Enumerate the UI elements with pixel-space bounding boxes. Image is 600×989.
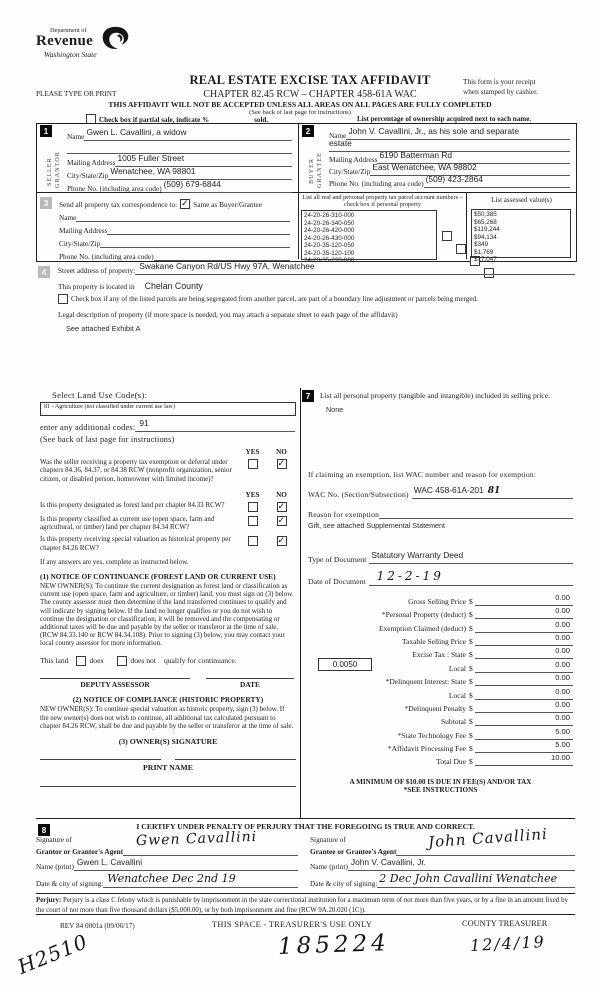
print-name-label: PRINT NAME [143,763,193,772]
see-back-note-2: (See back of last page for instructions) [40,435,175,444]
deputy-assessor-label: DEPUTY ASSESSOR [80,680,150,690]
segregated-checkbox[interactable] [58,294,68,304]
parcel-section [298,193,576,265]
county-treasurer-label: COUNTY TREASURER [462,919,548,928]
legal-description-label: Legal description of property (if more space is needed, you may attach a separate sheet to each page of the affidavit) [58,310,398,319]
buyer-mailing-value: 6190 Batterman Rd [379,150,453,160]
dor-logo [36,27,131,60]
buyer-phone-value: (509) 423-2864 [425,174,483,184]
parcel-list [301,210,437,265]
logo-revenue-text: Revenue [36,33,94,49]
assessor-date-field[interactable] [206,678,294,679]
question-tax-exemption: Was the seller receiving a property tax exemption or deferral under chapters 84.36, 84.37, or 84.38 RCW (nonprofit organization, senior citizen, or disabled person, homeowner with limited income)? ✓ [40,458,296,483]
grantee-print-name: John V. Cavallini, Jr. [350,857,426,867]
personal-property-value: None [326,405,344,415]
grantee-signature-block: Signature of Grantee or Grantee's Agent John Cavallini Name (print) John V. Cavallini, Jr. Date & city of signing: 2 Dec John Cavallini Wenatchee [310,835,575,888]
section-7-badge: 7 [302,390,314,402]
partial-sale-label: Check box if partial sale, indicate % [99,116,210,124]
fee-amount: 0.00 [555,673,570,683]
seller-name-value: Gwen L. Cavallini, a widow [86,127,187,137]
buyer-name-value-2: estate [329,138,352,148]
grantor-side-label: GRANTOR [54,151,61,188]
exemption-no-checkbox[interactable] [277,459,287,469]
street-address-value: Swakane Canyon Rd/US Hwy 97A, Wenatchee [139,261,315,271]
fee-amount: 0.00 [555,606,570,616]
does-checkbox[interactable] [76,656,86,666]
notice-continuance-body: NEW OWNER(S): To continue the current designation as forest land or classification as current use (open space, farm and agriculture, or timber) land, you must sign on (3) below. The county assessor must then determine if the land transferred continues to qualify and will indicate by signing below. If the land no longer qualifies or you do not wish to continue the designation or classification, it will be removed and the compensating or additional taxes will be due and payable by the seller or transferor at the time of sale. (RCW 84.33.140 or RCW 84.34.108). Prior to signing (3) below, you may contact your local county assessor for more information. [40,581,294,648]
parcel-number: 24-20-35-120-100 [304,249,355,257]
personal-property-label: List all personal property (tangible and intangible) included in selling price. [320,391,551,400]
land-use-section: Select Land Use Code(s): 81 - Agriculture (not classified under current use law) enter any additional codes: 91 (See back of last page for instructions) YES NO Was the seller receiving a property tax exemption or deferral under chapters 84.36, 84.37, or 84.38 RCW (nonprofit organization, senior citizen, or disabled person, homeowner with limited income)? ✓ YES NO Is this property designated as forest land per chapter 84.33 RCW? ✓ Is this property classified as current use (open space, farm and agricultural, or timber) land per chapter 84.34 RCW? ✓ Is this property receiving special valuation as historical property per chapter 84.26 RCW? ✓ If any answers are yes, complete as instructed below. (1) NOTICE OF CONTINUANCE (FOREST LAND OR CURRENT USE) NEW OWNER(S): To continue the current designation as forest land or classification as current use (open space, farm and agriculture, or timber) land, you must sign on (3) below. The county assessor must then determine if the land transferred continues to qualify and will indicate by signing below. If the land no longer qualifies or you do not wish to continue the designation or classification, it will be removed and the compensating or additional taxes will be due and payable by the seller or transferor at the time of sale. (RCW 84.33.140 or RCW 84.34.108). Prior to signing (3) below, you may contact your local county assessor for more information. This land does does not qualify for continuance. DEPUTY ASSESSOR DATE (2) NOTICE OF COMPLIANCE (HISTORIC PROPERTY) NEW OWNER(S): To continue special valuation as historic property, sign (3) below. If the new owner(s) does not wish to continue, all additional tax calculated pursuant to chapter 84.26 RCW, shall be due and payable by the seller or transferor at the time of sale. (3) OWNER(S) SIGNATURE PRINT NAME [40,390,296,787]
grantor-signature-block: Signature of Grantor or Grantor's Agent Gwen Cavallini Name (print) Gwen L. Cavallini Date & city of signing: Wenatchee Dec 2nd 19 [36,835,298,888]
buyer-side-label: BUYER [308,158,315,184]
fee-amount: 0.00 [555,659,570,669]
assessed-value: $349 [474,241,489,249]
revenue-swirl-icon [99,25,131,60]
current-use-no-checkbox[interactable] [277,516,287,526]
print-name-field[interactable] [40,786,296,787]
parcel-header: List all real and personal property tax parcel account numbers – check box if personal property [302,194,463,209]
reason-field[interactable] [379,516,573,519]
middle-section [36,388,575,819]
current-use-yes-checkbox[interactable] [248,516,258,526]
buyer-section: 2 BUYER GRANTEE Name John V. Cavallini, Jr., as his sole and separate estate Mailing Address 6190 Batterman Rd City/State/Zip East Wenatchee, WA 98802 Phone No. (including area code) (509) 423-2864 [298,124,576,192]
forest-yes-checkbox[interactable] [248,502,258,512]
forest-no-checkbox[interactable] [277,502,287,512]
notice-compliance-body: NEW OWNER(S): To continue special valuation as historic property, sign (3) below. If the new owner(s) does not wish to continue, all additional tax calculated pursuant to chapter 84.26 RCW, shall be due and payable by the seller or transferor at the time of sale. [40,705,294,730]
notice-compliance-title: (2) NOTICE OF COMPLIANCE (HISTORIC PROPERTY) [72,695,264,705]
section-8-badge: 8 [38,824,50,836]
same-as-buyer-checkbox[interactable] [180,199,190,209]
treasurer-stamp-date: 12/4/19 [469,932,547,955]
does-not-checkbox[interactable] [117,656,127,666]
assessed-value: $119,244 [474,226,500,234]
seller-mailing-value: 1005 Fuller Street [117,153,185,163]
treasurer-section [36,914,575,915]
assessed-values-header: List assessed value(s) [491,196,552,204]
seller-city-value: Wenatchee, WA 98801 [110,166,196,176]
see-back-note: (See back of last page for instructions) [249,109,351,116]
owner-signature-field-2[interactable] [175,759,296,760]
fee-amount: 0.00 [555,686,570,696]
legal-description-value: See attached Exhibit A [66,324,141,333]
additional-codes-value: 91 [139,418,149,428]
personal-property-checkbox[interactable] [456,244,466,254]
grantee-side-label: GRANTEE [316,152,323,188]
certification-section [36,820,575,916]
property-section: 4 Street address of property: Swakane Canyon Rd/US Hwy 97A, Wenatchee This property is located in Chelan County Check box if any of the listed parcels are being segregated from another parcel, are part of a boundary line adjustment or parcels being merged. Legal description of property (if more space is needed, you may attach a separate sheet to each page of the affidavit) See attached Exhibit A [36,263,575,333]
question-forest-land: Is this property designated as forest land per chapter 84.33 RCW? ✓ [40,501,296,512]
section-4-badge: 4 [38,266,50,278]
document-type-value: Statutory Warranty Deed [371,550,464,561]
wac-number-value: WAC 458-61A-201 [413,485,484,496]
assessed-value: $65,268 [474,218,497,226]
wac-number-handwritten: 81 [487,486,501,497]
fee-amount: 5.00 [555,740,570,750]
buyer-name-value: John V. Cavallini, Jr., as his sole and separate [348,126,519,136]
fee-amount: 5.00 [555,726,570,736]
grantor-print-name: Gwen L. Cavallini [76,857,143,867]
assessed-value: $17,047 [474,256,497,264]
land-use-code-select[interactable]: 81 - Agriculture (not classified under current use law) [40,402,296,416]
fee-amount: 0.00 [555,632,570,642]
exemption-yes-checkbox[interactable] [248,459,258,469]
see-instructions-note: *SEE INSTRUCTIONS [403,786,478,795]
fee-amount: 0.00 [555,713,570,723]
correspondence-city-field[interactable] [100,245,290,248]
correspondence-name-field[interactable] [76,219,290,222]
seller-phone-value: (509) 679-6844 [163,179,221,189]
question-current-use: Is this property classified as current use (open space, farm and agricultural, or timber) land per chapter 84.34 RCW? ✓ [40,515,296,532]
deputy-assessor-signature-field[interactable] [40,678,190,679]
minimum-due-note: A MINIMUM OF $10.00 IS DUE IN FEE(S) AND/OR TAX [349,778,532,787]
sold-label: sold. [254,116,269,124]
owner-signature-field-1[interactable] [40,759,161,760]
segregated-note: Check box if any of the listed parcels are being segregated from another parcel, are part of a boundary line adjustment or parcels being merged. [71,295,478,303]
reason-value: Gift, see attached Supplemental Statement [308,521,446,531]
seller-side-label: SELLER [46,157,53,186]
date-label: DATE [240,680,260,690]
form-revision: REV 84 0001a (09/06/17) [60,922,135,930]
fee-amount: 10.00 [550,753,570,763]
exemption-label: If claiming an exemption, list WAC number and reason for exemption: [308,470,537,480]
correspondence-section: 3 Send all property tax correspondence to: ✓ Same as Buyer/Grantee Name Mailing Address City/State/Zip Phone No. (including area code) [37,193,298,259]
if-yes-note: If any answers are yes, complete as instructed below. [40,557,189,566]
parcel-number: 24-20-26-430-000 [304,234,355,242]
parcel-number: 24-20-26-340-050 [304,219,355,227]
logo-state-text: Washington State [44,50,97,59]
grantor-date-city-handwritten: Wenatchee Dec 2nd 19 [107,872,236,885]
form-title: REAL ESTATE EXCISE TAX AFFIDAVIT [189,73,431,87]
parcel-number: 24-20-26-420-000 [304,227,355,235]
notice-continuance-title: (1) NOTICE OF CONTINUANCE (FOREST LAND OR CURRENT USE) [40,571,276,581]
fee-amount: 0.00 [555,619,570,629]
assessed-value: $1,769 [474,248,494,256]
please-type-note: PLEASE TYPE OR PRINT [36,90,117,98]
section-3-badge: 3 [40,197,52,209]
assessed-value: $94,134 [474,233,497,241]
ownership-note: List percentage of ownership acquired next to each name. [357,115,532,123]
personal-property-section: 7 List all personal property (tangible and intangible) included in selling price. None If claiming an exemption, list WAC number and reason for exemption: WAC No. (Section/Subsection) WAC 458-61A-201 81 Reason for exemption Gift, see attached Supplemental Statement Type of Document Statutory Warranty Deed Date of Document 12-2-19 Gross Selling Price $ 0.00 *Personal Property (deduct) $ 0.00 Exemption Claimed (deduct) $ 0.00 Taxable Selling Price $ 0.00 Excise Tax : State $ 0.00 0.0050 Local $ 0.00 *Delinquent Interest: State $ 0.00 Local $ 0.00 *Delinquent Penalty $ 0.00 Subtotal $ 0.00 *State Technology Fee $ 5.00 *Affidavit Processing Fee $ 5.00 Total Due $ 10.00 A MINIMUM OF $10.00 IS DUE IN FEE(S) AND/OR TAX *SEE INSTRUCTIONS [308,390,573,794]
parcel-number: 24-20-35-120-050 [304,242,355,250]
county-value: Chelan County [144,281,203,291]
grantor-signature-handwritten: Gwen Cavallini [135,828,258,850]
fee-table: Gross Selling Price $ 0.00 *Personal Property (deduct) $ 0.00 Exemption Claimed (deduct) $ 0.00 Taxable Selling Price $ 0.00 Excise Tax : State $ 0.00 0.0050 Local $ 0.00 *Delinquent Interest: State $ 0.00 Local $ 0.00 *Delinquent Penalty $ 0.00 Subtotal $ 0.00 *State Technology Fee $ 5.00 *Affidavit Processing Fee $ 5.00 Total Due $ 10.00 [308,592,573,766]
owners-signature-heading: (3) OWNER(S) SIGNATURE [118,737,218,746]
select-land-use-label: Select Land Use Code(s): [52,390,148,400]
party-box [36,123,577,265]
document-date-handwritten: 12-2-19 [376,569,444,584]
form-subtitle: CHAPTER 82.45 RCW – CHAPTER 458-61A WAC [203,89,417,100]
section-2-badge: 2 [302,125,314,137]
assessed-value: $50,385 [474,211,497,218]
section-1-badge: 1 [40,125,52,137]
column-divider [300,388,301,818]
question-historic: Is this property receiving special valuation as historical property per chapter 84.26 RCW? ✓ [40,535,296,552]
form-title-block [130,73,490,100]
buyer-city-value: East Wenatchee, WA 98802 [372,162,477,172]
historic-no-checkbox[interactable] [277,536,287,546]
certify-statement: I CERTIFY UNDER PENALTY OF PERJURY THAT THE FOREGOING IS TRUE AND CORRECT. [136,822,475,831]
receipt-note: This form is your receipt when stamped by cashier. [463,77,538,97]
local-rate-box: 0.0050 [318,658,372,671]
personal-property-checkbox[interactable] [442,231,452,241]
grantee-date-city-handwritten: 2 Dec John Cavallini Wenatchee [379,872,558,885]
treasurer-stamp-left: H2510 [14,929,92,979]
seller-section: 1 SELLER GRANTOR Name Gwen L. Cavallini, a widow Mailing Address 1005 Fuller Street City/State/Zip Wenatchee, WA 98801 Phone No. (including area code) (509) 679-6844 [37,124,298,192]
treasurer-space-label: THIS SPACE - TREASURER'S USE ONLY [212,920,373,929]
historic-yes-checkbox[interactable] [248,536,258,546]
assessed-values-list [471,209,571,264]
logo-dept-text: Department of [50,27,87,34]
fee-amount: 0.00 [555,699,570,709]
treasurer-stamp-number: 185224 [277,930,391,960]
qualify-row: This land does does not qualify for continuance. [40,656,237,666]
perjury-note: Perjury: Perjury is a class C felony which is punishable by imprisonment in the state correctional institution for a maximum term of not more than five years, or by a fine in an amount fixed by the court of not more than five thousand dollars ($5,000.00), or by both imprisonment and fine (RCW 9A.20.020 (1C)). [36,893,575,916]
correspondence-mailing-field[interactable] [107,232,290,235]
parcel-number: 24-20-35-220-000 [304,257,355,265]
parcel-number: 24-20-26-310-000 [304,212,355,219]
fee-amount: 0.00 [555,646,570,656]
fee-amount: 0.00 [555,592,570,602]
not-accepted-note: THIS AFFIDAVIT WILL NOT BE ACCEPTED UNLESS ALL AREAS ON ALL PAGES ARE FULLY COMPLETED [108,100,492,109]
grantee-signature-handwritten: John Cavallini [427,824,549,852]
